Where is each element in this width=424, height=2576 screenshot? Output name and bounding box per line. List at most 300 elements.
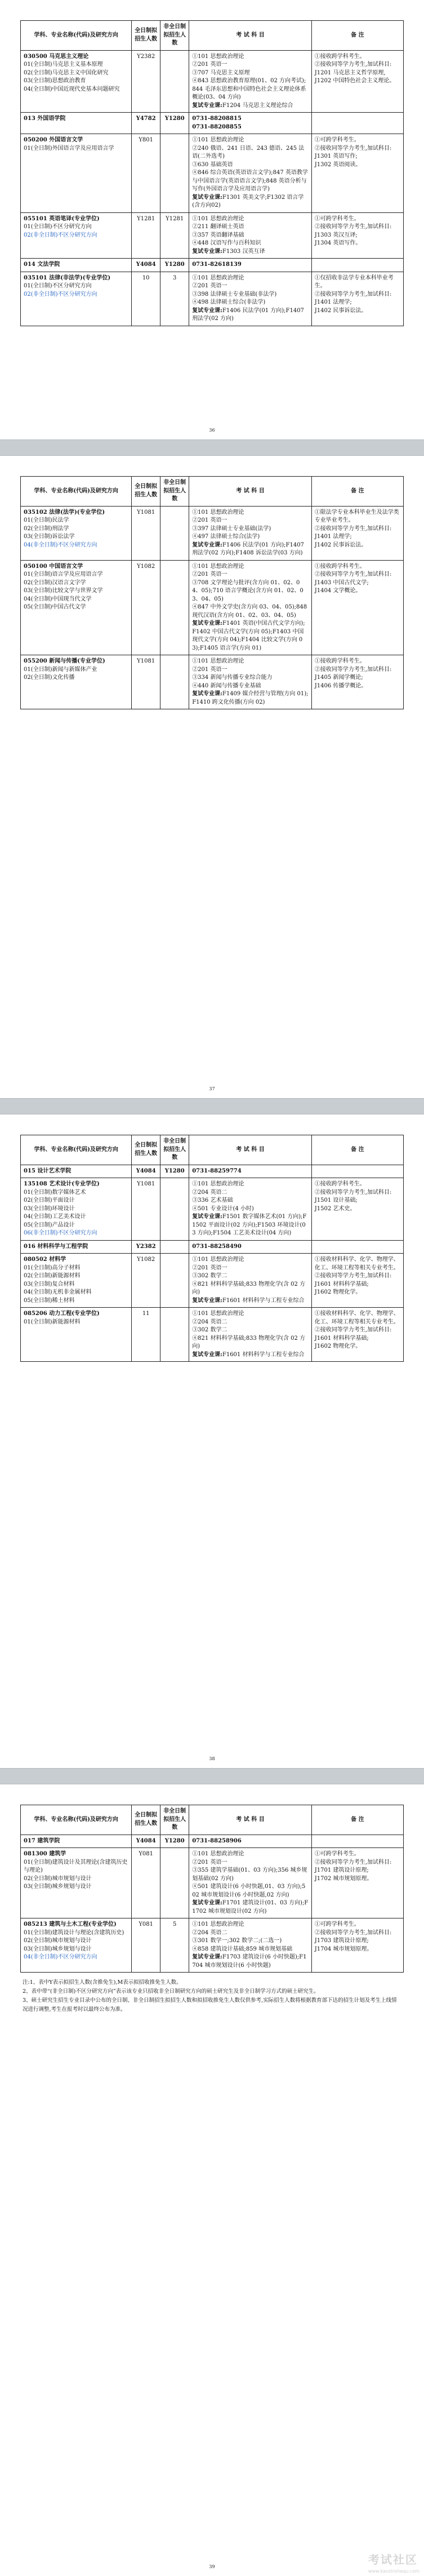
- note-line: J1402 民事诉讼法。: [314, 541, 367, 548]
- exam-subject: ③301 数学一;302 数学二;(二选一): [192, 1938, 282, 1944]
- exam-subject: ④846 综合英语(英语语言文学);847 英语教学与中国语言学(英语语言文学);848 英语分析与写作(外国语言学及应用语言学): [192, 170, 308, 192]
- note-line: ②接收同等学力考生,加试科目:: [314, 1273, 392, 1279]
- retest-subject: F1401 英语(中国古代文学方向);F1402 中国古代文学(方向 05);F1403 中国现代文学(方向 04);F1404 比较文学(方向 03);F1405 语言学(方向 01): [192, 620, 305, 651]
- retest-label: 复试专业课:: [192, 1297, 222, 1304]
- major-name: 035101 法律(非法学)(专业学位): [24, 274, 111, 281]
- research-direction: 02(全日制)汉语言文字学: [24, 579, 86, 586]
- note-line: ②接收同等学力考生,加试科目:: [314, 1189, 392, 1196]
- note-line: J1202 中国特色社会主义理论。: [314, 78, 395, 84]
- retest-subject: F1406 民法学(01 方向);F1407 刑法学(02 方向): [192, 307, 304, 322]
- note-cell: [311, 1918, 403, 1973]
- exam-subject: ①101 思想政治理论: [192, 1921, 244, 1927]
- exam-subjects-cell: [189, 113, 312, 134]
- note-line: J1406 传播学概论。: [314, 682, 367, 689]
- note-line: ①接收跨学科考生。: [314, 563, 365, 570]
- retest-subject: F1406 民法学(01 方向);F1407 刑法学(02 方向);F1408 诉讼法学(03 方向): [192, 541, 304, 556]
- note-line: J1401 法理学;: [314, 299, 352, 305]
- major-name: 017 建筑学院: [24, 1837, 60, 1844]
- column-header-note: 备 注: [311, 1805, 403, 1835]
- exam-subject: ①101 思想政治理论: [192, 53, 244, 60]
- part-time-quota: [160, 134, 189, 213]
- full-time-quota: 11: [132, 1308, 160, 1362]
- table-row: [21, 272, 404, 326]
- exam-subject: ③336 艺术基础: [192, 1197, 233, 1203]
- column-header-major: 学科、专业名称(代码)及研究方向: [21, 21, 132, 51]
- note-cell: [311, 134, 403, 213]
- full-time-quota: Y1081: [132, 506, 160, 560]
- retest-label: 复试专业课:: [192, 541, 222, 548]
- exam-subject: ②201 英语一: [192, 61, 227, 68]
- exam-subject: ①101 思想政治理论: [192, 274, 244, 281]
- major-name: 035102 法律(法学)(专业学位): [24, 509, 105, 516]
- major-cell: [21, 212, 132, 259]
- research-direction: 03(全日制)诉讼法学: [24, 534, 75, 540]
- major-cell: [21, 1165, 132, 1178]
- retest-label: 复试专业课:: [192, 1954, 222, 1960]
- exam-subject: 0731-88259774: [192, 1167, 242, 1174]
- exam-subject: ①101 思想政治理论: [192, 1181, 244, 1187]
- research-direction: 01(全日制)新能源材料: [24, 1318, 81, 1325]
- exam-subject: 0731-88258490: [192, 1243, 242, 1250]
- exam-subjects-cell: [189, 560, 312, 655]
- major-cell: [21, 506, 132, 560]
- note-line: ②接收同等学力考生,加试科目:: [314, 61, 392, 68]
- note-cell: [311, 506, 403, 560]
- column-header-major: 学科、专业名称(代码)及研究方向: [21, 1135, 132, 1165]
- note-line: ①限法学专业本科毕业生及法学类专业毕业考生。: [314, 509, 399, 523]
- research-direction: 04(全日制)工艺美术设计: [24, 1214, 86, 1220]
- retest-line: [192, 541, 309, 558]
- research-direction: 05(全日制)中国古代文学: [24, 604, 86, 610]
- table-row: [21, 655, 404, 709]
- research-direction: 02(全日制)新能源材料: [24, 1273, 81, 1279]
- note-line: J1601 材料科学基础;: [314, 1335, 369, 1342]
- exam-subjects-cell: [189, 134, 312, 213]
- research-direction: 04(全日制)中国现当代文学: [24, 596, 92, 602]
- document-page: [0, 1784, 424, 2576]
- full-time-quota: Y1082: [132, 560, 160, 655]
- exam-subject: ②201 英语一: [192, 666, 227, 673]
- major-cell: [21, 560, 132, 655]
- department-row: [21, 1835, 404, 1848]
- admission-table: [20, 476, 404, 709]
- research-direction: 03(全日制)城乡规划与设计: [24, 1884, 92, 1890]
- column-header-full-time: 全日制拟招生人数: [132, 1135, 160, 1165]
- note-cell: [311, 1240, 403, 1254]
- research-direction: 01(全日制)数字媒体艺术: [24, 1189, 86, 1196]
- footnotes: [20, 1978, 404, 2015]
- exam-subjects-cell: [189, 1240, 312, 1254]
- exam-subject: ①101 思想政治理论: [192, 563, 244, 570]
- note-line: J1702 城市规划原理。: [314, 1875, 373, 1882]
- research-direction: 01(全日制)马克思主义基本原理: [24, 61, 103, 68]
- part-time-quota: 3: [160, 272, 189, 326]
- note-cell: [311, 272, 403, 326]
- note-line: ②接收同等学力考生,加试科目:: [314, 666, 392, 673]
- part-time-quota: Y1280: [160, 259, 189, 272]
- retest-label: 复试专业课:: [192, 248, 222, 255]
- major-name: 050200 外国语言文学: [24, 137, 83, 143]
- retest-subject: F1303 汉英互译: [222, 248, 265, 255]
- full-time-quota: Y081: [132, 1918, 160, 1973]
- table-header-row: [21, 1805, 404, 1835]
- part-time-quota: [160, 1308, 189, 1362]
- note-cell: [311, 50, 403, 113]
- note-cell: [311, 1848, 403, 1918]
- part-time-direction: 02(非全日制)不区分研究方向: [24, 232, 97, 238]
- research-direction: 01(全日制)新闻与新媒体产业: [24, 666, 97, 673]
- page-gap: [0, 1098, 424, 1114]
- part-time-direction: 04(非全日制)不区分研究方向: [24, 541, 97, 548]
- note-line: J1502 艺术史。: [314, 1205, 356, 1212]
- exam-subject: 0731-88258906: [192, 1837, 242, 1844]
- exam-subject: ①101 思想政治理论: [192, 1256, 244, 1263]
- footnote-line: 3、硕士研究生招生专业目录中公布的全日制、非全日制招生拟招生人数和拟招收推免生人数仅供参考,实际招生人数将根据教育部下达的招生计划及考生上线情况进行调整,考生在报考时以最终公布为准。: [23, 1997, 397, 2013]
- retest-label: 复试专业课:: [192, 102, 222, 109]
- note-line: ①接收材料科学、化学、物理学、化工、环境工程等相关专业考生。: [314, 1311, 399, 1325]
- exam-subject: ②201 英语一: [192, 1264, 227, 1271]
- page-number: 39: [209, 2564, 215, 2570]
- exam-subject: ③397 法律硕士专业基础(法学): [192, 525, 271, 532]
- page-gap: [0, 1768, 424, 1784]
- page-gap: [0, 439, 424, 456]
- exam-subject: ②201 英语一: [192, 283, 227, 289]
- major-name: 015 设计艺术学院: [24, 1167, 72, 1174]
- exam-subject: ①101 思想政治理论: [192, 509, 244, 516]
- note-line: ②接收同等学力考生,加试科目:: [314, 525, 392, 532]
- table-row: [21, 560, 404, 655]
- full-time-quota: Y081: [132, 1848, 160, 1918]
- exam-subject: ②240 俄语、241 日语、243 德语、245 法语(二外选考): [192, 145, 305, 159]
- research-direction: 02(全日制)平面设计: [24, 1197, 75, 1203]
- note-cell: [311, 1254, 403, 1308]
- research-direction: 03(全日制)城乡规划与设计: [24, 1946, 92, 1952]
- research-direction: 05(全日制)稀土材料: [24, 1297, 75, 1304]
- full-time-quota: Y4084: [132, 259, 160, 272]
- retest-label: 复试专业课:: [192, 1214, 222, 1220]
- research-direction: 01(全日制)高分子材料: [24, 1264, 81, 1271]
- full-time-quota: Y4084: [132, 1165, 160, 1178]
- exam-subject: ①101 思想政治理论: [192, 137, 244, 143]
- note-line: ②接收同等学力考生,加试科目:: [314, 224, 392, 230]
- column-header-part-time: 非全日制拟招生人数: [160, 1135, 189, 1165]
- exam-subject: ④497 法律硕士综合(法学): [192, 534, 260, 540]
- part-time-quota: [160, 655, 189, 709]
- full-time-quota: Y2382: [132, 50, 160, 113]
- note-cell: [311, 655, 403, 709]
- full-time-quota: Y801: [132, 134, 160, 213]
- watermark-url: www.kaoshishequ.com: [368, 2569, 419, 2574]
- retest-label: 复试专业课:: [192, 307, 222, 314]
- research-direction: 01(全日制)外国语言学及应用语言学: [24, 145, 114, 152]
- research-direction: 03(全日制)环境设计: [24, 1205, 75, 1212]
- retest-subject: F1301 英美文学;F1302 语言学(含方向02): [192, 194, 304, 208]
- major-cell: [21, 134, 132, 213]
- exam-subjects-cell: [189, 259, 312, 272]
- major-cell: [21, 1240, 132, 1254]
- column-header-part-time: 非全日制拟招生人数: [160, 21, 189, 51]
- research-direction: 01(全日制)建筑设计与理论(含建筑历史): [24, 1929, 124, 1936]
- department-row: [21, 113, 404, 134]
- major-cell: [21, 272, 132, 326]
- full-time-quota: Y1081: [132, 655, 160, 709]
- exam-subject: ③398 法律硕士专业基础(非法学): [192, 291, 277, 297]
- exam-subject: ③302 数学二: [192, 1273, 227, 1279]
- part-time-quota: 5: [160, 1918, 189, 1973]
- table-row: [21, 212, 404, 259]
- note-line: ②接收同等学力考生,加试科目:: [314, 291, 392, 297]
- exam-subjects-cell: [189, 506, 312, 560]
- major-name: 055101 英语笔译(专业学位): [24, 215, 100, 222]
- exam-subject: ④501 建筑设计(6 小时快题,01、03 方向);502 城市规划设计(6 小时快题,02 方向): [192, 1884, 306, 1898]
- footnote-line: 注:1、表中Y表示拟招生人数(含推免生),M表示拟招收推免生人数。: [23, 1979, 182, 1986]
- note-line: J1601 材料科学基础;: [314, 1281, 369, 1287]
- column-header-full-time: 全日制拟招生人数: [132, 21, 160, 51]
- table-row: [21, 506, 404, 560]
- exam-subject: ①101 思想政治理论: [192, 1311, 244, 1317]
- column-header-full-time: 全日制拟招生人数: [132, 477, 160, 507]
- note-line: ②接收同等学力考生,加试科目:: [314, 571, 392, 578]
- note-line: J1602 物理化学。: [314, 1343, 361, 1349]
- site-watermark: [368, 2552, 419, 2575]
- retest-label: 复试专业课:: [192, 194, 222, 201]
- exam-subject: 0731-82618139: [192, 261, 242, 268]
- major-cell: [21, 1848, 132, 1918]
- note-cell: [311, 113, 403, 134]
- exam-subject: ②201 英语一: [192, 571, 227, 578]
- exam-subject: ③334 新闻与传播专业综合能力: [192, 674, 273, 681]
- part-time-quota: Y1280: [160, 113, 189, 134]
- footnote-line: 2、表中带“(非全日制)不区分研究方向”表示该专业只招收非全日制研究方向的硕士研究生及非全日制学习方式的硕士研究生。: [23, 1988, 319, 1995]
- exam-subjects-cell: [189, 1178, 312, 1241]
- retest-subject: F1409 媒介经营与管理(方向 01);F1410 跨文化传播(方向 02): [192, 691, 309, 705]
- page-number: 37: [209, 1086, 215, 1092]
- exam-subject: ④448 汉语写作与百科知识: [192, 240, 261, 246]
- note-cell: [311, 560, 403, 655]
- note-cell: [311, 1178, 403, 1241]
- exam-subject: ④847 中外文学史(含方向 03、04、05);848 现代汉语(含方向 01、02、03、04、05): [192, 604, 307, 619]
- exam-subject: ③708 文学理论与批评(含方向 01、02、04、05);710 语言学概论(含方向 01、02、03、04、05): [192, 579, 304, 602]
- note-line: J1703 建筑设计原理;: [314, 1938, 369, 1944]
- note-line: ①可跨学科考生。: [314, 1851, 360, 1857]
- note-line: ②接收同等学力考生,加试科目:: [314, 145, 392, 152]
- watermark-text: 考试社区: [368, 2553, 418, 2567]
- retest-line: [192, 1899, 309, 1916]
- column-header-note: 备 注: [311, 477, 403, 507]
- exam-subject: ④821 材料科学基础;833 物理化学(含 02 方向): [192, 1281, 306, 1295]
- research-direction: 04(全日制)中国近现代史基本问题研究: [24, 86, 120, 92]
- table-header-row: [21, 1135, 404, 1165]
- column-header-part-time: 非全日制拟招生人数: [160, 1805, 189, 1835]
- retest-line: [192, 248, 309, 256]
- exam-subject: ②201 英语一: [192, 517, 227, 523]
- retest-line: [192, 690, 309, 707]
- research-direction: 02(全日制)文化传播: [24, 674, 75, 681]
- admission-table: [20, 1135, 404, 1362]
- exam-subjects-cell: [189, 655, 312, 709]
- exam-subject: ③355 建筑学基础(01、03 方向);356 城乡规划基础(02 方向): [192, 1867, 307, 1882]
- exam-subjects-cell: [189, 1835, 312, 1848]
- major-name: 135108 艺术设计(专业学位): [24, 1181, 100, 1187]
- exam-subject: ④821 材料科学基础;833 物理化学(含 02 方向): [192, 1335, 306, 1349]
- major-name: 080502 材料学: [24, 1256, 66, 1263]
- column-header-exam: 考 试 科 目: [189, 477, 312, 507]
- column-header-exam: 考 试 科 目: [189, 1135, 312, 1165]
- note-line: ①可跨学科考生。: [314, 215, 360, 222]
- table-row: [21, 134, 404, 213]
- exam-subject: ④843 思想政治教育原理(01、02 方向考试);844 毛泽东思想和中国特色社会主义理论体系概论(03、04 方向): [192, 78, 306, 100]
- table-header-row: [21, 477, 404, 507]
- major-name: 055200 新闻与传播(专业学位): [24, 658, 105, 664]
- major-name: 014 文法学院: [24, 261, 60, 268]
- part-time-direction: 04(非全日制)不区分研究方向: [24, 1954, 97, 1960]
- major-cell: [21, 1308, 132, 1362]
- note-cell: [311, 1308, 403, 1362]
- major-name: 050100 中国语言文学: [24, 563, 83, 570]
- department-row: [21, 1165, 404, 1178]
- part-time-quota: Y1281: [160, 212, 189, 259]
- exam-subject: ②204 英语二: [192, 1929, 227, 1936]
- retest-subject: F1701 建筑设计(01、03 方向);F1702 城市规划设计(02 方向): [192, 1900, 309, 1915]
- exam-subject: ③707 马克思主义原理: [192, 69, 250, 76]
- full-time-quota: 10: [132, 272, 160, 326]
- part-time-quota: [160, 1254, 189, 1308]
- exam-subjects-cell: [189, 1308, 312, 1362]
- note-cell: [311, 1165, 403, 1178]
- retest-label: 复试专业课:: [192, 691, 222, 697]
- full-time-quota: Y4084: [132, 1835, 160, 1848]
- note-line: J1701 建筑设计原理;: [314, 1867, 369, 1873]
- exam-subjects-cell: [189, 212, 312, 259]
- major-name: 016 材料科学与工程学院: [24, 1243, 88, 1250]
- retest-line: [192, 102, 309, 110]
- exam-subjects-cell: [189, 272, 312, 326]
- research-direction: 02(全日制)城市规划与设计: [24, 1938, 92, 1944]
- note-line: ①接收跨学科考生。: [314, 53, 365, 60]
- retest-label: 复试专业课:: [192, 1900, 222, 1906]
- part-time-quota: [160, 50, 189, 113]
- retest-subject: F1204 马克思主义理论综合: [222, 102, 293, 109]
- retest-line: [192, 1213, 309, 1238]
- major-cell: [21, 113, 132, 134]
- research-direction: 04(全日制)无机非金属材料: [24, 1289, 92, 1295]
- exam-subjects-cell: [189, 1254, 312, 1308]
- part-time-quota: [160, 506, 189, 560]
- major-name: 085206 动力工程(专业学位): [24, 1311, 100, 1317]
- exam-subject: ①101 思想政治理论: [192, 658, 244, 664]
- note-line: ①接收材料科学、化学、物理学、化工、环境工程等相关专业考生。: [314, 1256, 399, 1271]
- major-cell: [21, 1835, 132, 1848]
- column-header-note: 备 注: [311, 1135, 403, 1165]
- major-cell: [21, 259, 132, 272]
- exam-subject: 0731-88208815: [192, 116, 242, 122]
- note-line: ①可跨学科考生。: [314, 1921, 360, 1927]
- column-header-full-time: 全日制拟招生人数: [132, 1805, 160, 1835]
- research-direction: 02(全日制)刑法学: [24, 525, 69, 532]
- retest-label: 复试专业课:: [192, 620, 222, 627]
- exam-subject: ③302 数学二: [192, 1327, 227, 1333]
- note-cell: [311, 212, 403, 259]
- column-header-note: 备 注: [311, 21, 403, 51]
- exam-subject: ①101 思想政治理论: [192, 215, 244, 222]
- retest-line: [192, 620, 309, 652]
- full-time-quota: Y1082: [132, 1254, 160, 1308]
- part-time-direction: 06(非全日制)不区分研究方向: [24, 1230, 97, 1236]
- note-line: J1501 设计基础;: [314, 1197, 358, 1203]
- retest-line: [192, 1953, 309, 1970]
- note-cell: [311, 259, 403, 272]
- exam-subject: ④498 法律硕士综合(非法学): [192, 299, 266, 305]
- department-row: [21, 1240, 404, 1254]
- part-time-direction: 02(非全日制)不区分研究方向: [24, 291, 97, 297]
- research-direction: 01(全日制)不区分研究方向: [24, 224, 92, 230]
- page-number: 38: [209, 1756, 215, 1762]
- note-line: J1403 中国古代文学;: [314, 579, 369, 586]
- column-header-exam: 考 试 科 目: [189, 1805, 312, 1835]
- exam-subject: ②201 英语一: [192, 1859, 227, 1866]
- exam-subject: 0731-88208855: [192, 123, 242, 130]
- major-cell: [21, 655, 132, 709]
- full-time-quota: Y2382: [132, 1240, 160, 1254]
- exam-subject: ②204 英语二: [192, 1189, 227, 1196]
- major-cell: [21, 1918, 132, 1973]
- full-time-quota: Y1081: [132, 1178, 160, 1241]
- major-name: 085213 建筑与土木工程(专业学位): [24, 1921, 117, 1927]
- note-line: ①仅招收非法学专业本科毕业考生。: [314, 274, 394, 289]
- major-cell: [21, 1254, 132, 1308]
- retest-subject: F1601 材料科学与工程专业综合: [222, 1351, 305, 1358]
- research-direction: 03(全日制)复合材料: [24, 1281, 75, 1287]
- note-line: ②接收同等学力考生,加试科目:: [314, 1929, 392, 1936]
- major-cell: [21, 1178, 132, 1241]
- note-line: ②接收同等学力考生,加试科目:: [314, 1859, 392, 1866]
- exam-subject: ④440 新闻与传播专业基础: [192, 682, 261, 689]
- major-name: 030500 马克思主义理论: [24, 53, 89, 60]
- full-time-quota: Y1281: [132, 212, 160, 259]
- exam-subject: ③357 英语翻译基础: [192, 232, 244, 238]
- table-row: [21, 1178, 404, 1241]
- part-time-quota: [160, 1848, 189, 1918]
- note-line: ①接收跨学科考生。: [314, 658, 365, 664]
- note-line: J1402 民事诉讼法。: [314, 307, 367, 314]
- part-time-quota: [160, 1240, 189, 1254]
- exam-subject: ④858 建筑设计基础;859 城市规划基础: [192, 1946, 293, 1952]
- exam-subjects-cell: [189, 50, 312, 113]
- exam-subject: ②204 英语二: [192, 1318, 227, 1325]
- major-cell: [21, 50, 132, 113]
- part-time-quota: [160, 560, 189, 655]
- part-time-quota: [160, 1178, 189, 1241]
- exam-subjects-cell: [189, 1918, 312, 1973]
- note-line: J1602 物理化学。: [314, 1289, 361, 1295]
- column-header-major: 学科、专业名称(代码)及研究方向: [21, 1805, 132, 1835]
- note-cell: [311, 1835, 403, 1848]
- research-direction: 02(全日制)马克思主义中国化研究: [24, 69, 109, 76]
- table-row: [21, 50, 404, 113]
- exam-subject: ④501 专业设计(4 小时): [192, 1205, 254, 1212]
- table-row: [21, 1254, 404, 1308]
- note-line: J1401 法理学;: [314, 534, 352, 540]
- note-line: J1704 城市规划原理。: [314, 1946, 373, 1952]
- note-line: J1201 马克思主义哲学原理,: [314, 69, 386, 76]
- retest-line: [192, 194, 309, 210]
- part-time-quota: Y1280: [160, 1165, 189, 1178]
- retest-subject: F1501 数字媒体艺术(01 方向);F1502 平面设计(02 方向);F1503 环境设计(03 方向);F1504 工艺美术设计(04 方向): [192, 1214, 307, 1236]
- research-direction: 01(全日制)建筑设计及其理论(含建筑历史与理论): [24, 1859, 128, 1873]
- retest-subject: F1601 材料科学与工程专业综合: [222, 1297, 305, 1304]
- note-line: J1303 英汉互译;: [314, 232, 358, 238]
- exam-subjects-cell: [189, 1165, 312, 1178]
